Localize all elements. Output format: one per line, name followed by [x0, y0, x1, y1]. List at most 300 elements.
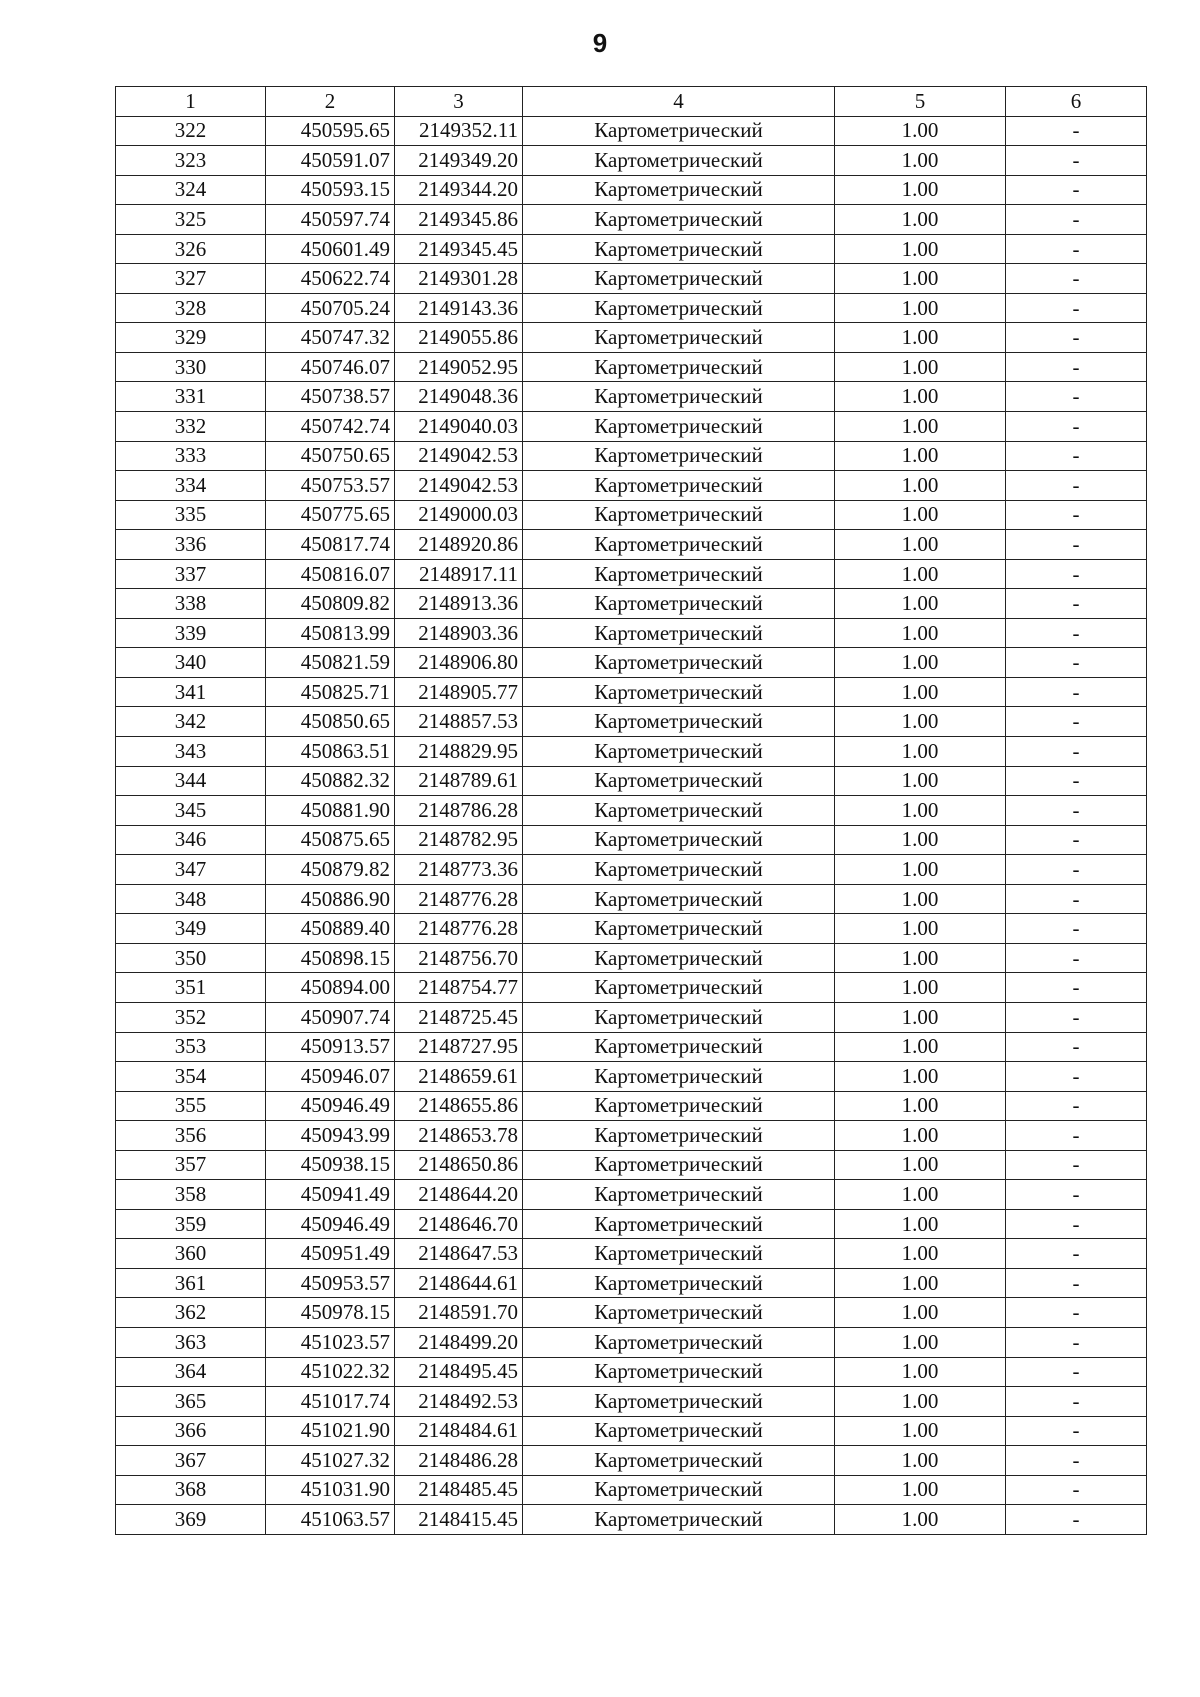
y-coordinate-cell: 2148646.70: [395, 1209, 523, 1239]
y-coordinate-cell: 2149042.53: [395, 441, 523, 471]
y-coordinate-cell: 2148903.36: [395, 618, 523, 648]
x-coordinate-cell: 450813.99: [266, 618, 395, 648]
x-coordinate-cell: 450601.49: [266, 234, 395, 264]
point-number-cell: 333: [116, 441, 266, 471]
x-coordinate-cell: 451022.32: [266, 1357, 395, 1387]
method-cell: Картометрический: [523, 1121, 835, 1151]
description-cell: -: [1006, 648, 1147, 678]
coordinates-table: [115, 86, 1147, 1535]
method-cell: Картометрический: [523, 914, 835, 944]
table-row: [116, 146, 1147, 176]
y-coordinate-cell: 2148492.53: [395, 1387, 523, 1417]
description-cell: -: [1006, 1032, 1147, 1062]
table-row: [116, 500, 1147, 530]
accuracy-cell: 1.00: [835, 293, 1006, 323]
y-coordinate-cell: 2148499.20: [395, 1327, 523, 1357]
description-cell: -: [1006, 1475, 1147, 1505]
method-cell: Картометрический: [523, 175, 835, 205]
method-cell: Картометрический: [523, 1091, 835, 1121]
table-row: [116, 1209, 1147, 1239]
point-number-cell: 350: [116, 943, 266, 973]
description-cell: -: [1006, 618, 1147, 648]
description-cell: -: [1006, 146, 1147, 176]
y-coordinate-cell: 2148754.77: [395, 973, 523, 1003]
accuracy-cell: 1.00: [835, 1062, 1006, 1092]
method-cell: Картометрический: [523, 412, 835, 442]
x-coordinate-cell: 450913.57: [266, 1032, 395, 1062]
method-cell: Картометрический: [523, 1475, 835, 1505]
method-cell: Картометрический: [523, 648, 835, 678]
method-cell: Картометрический: [523, 1505, 835, 1535]
table-row: [116, 1357, 1147, 1387]
table-row: [116, 116, 1147, 146]
x-coordinate-cell: 450881.90: [266, 796, 395, 826]
table-row: [116, 471, 1147, 501]
table-row: [116, 1062, 1147, 1092]
x-coordinate-cell: 450850.65: [266, 707, 395, 737]
method-cell: Картометрический: [523, 293, 835, 323]
description-cell: -: [1006, 1416, 1147, 1446]
method-cell: Картометрический: [523, 441, 835, 471]
point-number-cell: 328: [116, 293, 266, 323]
method-cell: Картометрический: [523, 500, 835, 530]
description-cell: -: [1006, 293, 1147, 323]
accuracy-cell: 1.00: [835, 1032, 1006, 1062]
x-coordinate-cell: 450886.90: [266, 884, 395, 914]
description-cell: -: [1006, 1209, 1147, 1239]
table-row: [116, 1475, 1147, 1505]
accuracy-cell: 1.00: [835, 264, 1006, 294]
point-number-cell: 352: [116, 1002, 266, 1032]
table-row: [116, 559, 1147, 589]
x-coordinate-cell: 450705.24: [266, 293, 395, 323]
table-row: [116, 1446, 1147, 1476]
y-coordinate-cell: 2148905.77: [395, 677, 523, 707]
accuracy-cell: 1.00: [835, 1239, 1006, 1269]
point-number-cell: 363: [116, 1327, 266, 1357]
method-cell: Картометрический: [523, 618, 835, 648]
method-cell: Картометрический: [523, 677, 835, 707]
y-coordinate-cell: 2148644.61: [395, 1268, 523, 1298]
method-cell: Картометрический: [523, 1032, 835, 1062]
x-coordinate-cell: 450951.49: [266, 1239, 395, 1269]
description-cell: -: [1006, 382, 1147, 412]
accuracy-cell: 1.00: [835, 1298, 1006, 1328]
point-number-cell: 323: [116, 146, 266, 176]
point-number-cell: 334: [116, 471, 266, 501]
description-cell: -: [1006, 766, 1147, 796]
method-cell: Картометрический: [523, 1062, 835, 1092]
table-row: [116, 1327, 1147, 1357]
y-coordinate-cell: 2149143.36: [395, 293, 523, 323]
header-col-3: 3: [395, 87, 523, 117]
accuracy-cell: 1.00: [835, 648, 1006, 678]
accuracy-cell: 1.00: [835, 412, 1006, 442]
table-row: [116, 352, 1147, 382]
accuracy-cell: 1.00: [835, 677, 1006, 707]
x-coordinate-cell: 450946.49: [266, 1091, 395, 1121]
table-row: [116, 175, 1147, 205]
x-coordinate-cell: 450753.57: [266, 471, 395, 501]
y-coordinate-cell: 2148782.95: [395, 825, 523, 855]
table-row: [116, 264, 1147, 294]
description-cell: -: [1006, 1357, 1147, 1387]
x-coordinate-cell: 450738.57: [266, 382, 395, 412]
table-row: [116, 293, 1147, 323]
description-cell: -: [1006, 884, 1147, 914]
point-number-cell: 341: [116, 677, 266, 707]
description-cell: -: [1006, 855, 1147, 885]
accuracy-cell: 1.00: [835, 973, 1006, 1003]
y-coordinate-cell: 2149048.36: [395, 382, 523, 412]
method-cell: Картометрический: [523, 559, 835, 589]
table-row: [116, 323, 1147, 353]
table-row: [116, 943, 1147, 973]
point-number-cell: 368: [116, 1475, 266, 1505]
point-number-cell: 369: [116, 1505, 266, 1535]
point-number-cell: 355: [116, 1091, 266, 1121]
description-cell: -: [1006, 1239, 1147, 1269]
method-cell: Картометрический: [523, 1416, 835, 1446]
description-cell: -: [1006, 352, 1147, 382]
point-number-cell: 361: [116, 1268, 266, 1298]
x-coordinate-cell: 450907.74: [266, 1002, 395, 1032]
accuracy-cell: 1.00: [835, 707, 1006, 737]
x-coordinate-cell: 450809.82: [266, 589, 395, 619]
accuracy-cell: 1.00: [835, 234, 1006, 264]
description-cell: -: [1006, 264, 1147, 294]
point-number-cell: 357: [116, 1150, 266, 1180]
y-coordinate-cell: 2149345.86: [395, 205, 523, 235]
header-row: [116, 87, 1147, 117]
y-coordinate-cell: 2148647.53: [395, 1239, 523, 1269]
method-cell: Картометрический: [523, 884, 835, 914]
point-number-cell: 349: [116, 914, 266, 944]
accuracy-cell: 1.00: [835, 559, 1006, 589]
method-cell: Картометрический: [523, 707, 835, 737]
accuracy-cell: 1.00: [835, 1446, 1006, 1476]
y-coordinate-cell: 2148591.70: [395, 1298, 523, 1328]
table-row: [116, 1416, 1147, 1446]
point-number-cell: 346: [116, 825, 266, 855]
accuracy-cell: 1.00: [835, 914, 1006, 944]
y-coordinate-cell: 2149352.11: [395, 116, 523, 146]
y-coordinate-cell: 2149345.45: [395, 234, 523, 264]
y-coordinate-cell: 2148756.70: [395, 943, 523, 973]
accuracy-cell: 1.00: [835, 1121, 1006, 1151]
accuracy-cell: 1.00: [835, 530, 1006, 560]
y-coordinate-cell: 2148653.78: [395, 1121, 523, 1151]
x-coordinate-cell: 450863.51: [266, 737, 395, 767]
point-number-cell: 338: [116, 589, 266, 619]
table-row: [116, 1032, 1147, 1062]
table-row: [116, 648, 1147, 678]
accuracy-cell: 1.00: [835, 323, 1006, 353]
table-row: [116, 707, 1147, 737]
point-number-cell: 322: [116, 116, 266, 146]
y-coordinate-cell: 2149040.03: [395, 412, 523, 442]
method-cell: Картометрический: [523, 943, 835, 973]
description-cell: -: [1006, 825, 1147, 855]
y-coordinate-cell: 2149000.03: [395, 500, 523, 530]
table-header: [116, 87, 1147, 117]
table-row: [116, 1002, 1147, 1032]
accuracy-cell: 1.00: [835, 382, 1006, 412]
table-row: [116, 382, 1147, 412]
method-cell: Картометрический: [523, 855, 835, 885]
x-coordinate-cell: 450941.49: [266, 1180, 395, 1210]
accuracy-cell: 1.00: [835, 205, 1006, 235]
page-number: 9: [592, 28, 608, 58]
table-row: [116, 884, 1147, 914]
table-row: [116, 1239, 1147, 1269]
table-row: [116, 412, 1147, 442]
description-cell: -: [1006, 175, 1147, 205]
y-coordinate-cell: 2149052.95: [395, 352, 523, 382]
table-row: [116, 1121, 1147, 1151]
table-row: [116, 530, 1147, 560]
table-row: [116, 973, 1147, 1003]
accuracy-cell: 1.00: [835, 500, 1006, 530]
description-cell: -: [1006, 1505, 1147, 1535]
x-coordinate-cell: 451023.57: [266, 1327, 395, 1357]
y-coordinate-cell: 2149055.86: [395, 323, 523, 353]
accuracy-cell: 1.00: [835, 737, 1006, 767]
table-row: [116, 825, 1147, 855]
point-number-cell: 329: [116, 323, 266, 353]
x-coordinate-cell: 450750.65: [266, 441, 395, 471]
accuracy-cell: 1.00: [835, 855, 1006, 885]
accuracy-cell: 1.00: [835, 766, 1006, 796]
y-coordinate-cell: 2148913.36: [395, 589, 523, 619]
table-row: [116, 589, 1147, 619]
description-cell: -: [1006, 914, 1147, 944]
table-body: [116, 116, 1147, 1534]
x-coordinate-cell: 450943.99: [266, 1121, 395, 1151]
accuracy-cell: 1.00: [835, 1002, 1006, 1032]
point-number-cell: 366: [116, 1416, 266, 1446]
point-number-cell: 332: [116, 412, 266, 442]
table-row: [116, 737, 1147, 767]
table-row: [116, 1268, 1147, 1298]
table-row: [116, 1505, 1147, 1535]
y-coordinate-cell: 2148920.86: [395, 530, 523, 560]
table-row: [116, 855, 1147, 885]
description-cell: -: [1006, 471, 1147, 501]
y-coordinate-cell: 2148659.61: [395, 1062, 523, 1092]
header-col-4: 4: [523, 87, 835, 117]
x-coordinate-cell: 450978.15: [266, 1298, 395, 1328]
table-row: [116, 234, 1147, 264]
y-coordinate-cell: 2148829.95: [395, 737, 523, 767]
y-coordinate-cell: 2148486.28: [395, 1446, 523, 1476]
y-coordinate-cell: 2149349.20: [395, 146, 523, 176]
x-coordinate-cell: 450591.07: [266, 146, 395, 176]
method-cell: Картометрический: [523, 1239, 835, 1269]
x-coordinate-cell: 450882.32: [266, 766, 395, 796]
accuracy-cell: 1.00: [835, 1475, 1006, 1505]
description-cell: -: [1006, 559, 1147, 589]
y-coordinate-cell: 2148789.61: [395, 766, 523, 796]
x-coordinate-cell: 451027.32: [266, 1446, 395, 1476]
accuracy-cell: 1.00: [835, 1091, 1006, 1121]
method-cell: Картометрический: [523, 1268, 835, 1298]
description-cell: -: [1006, 1268, 1147, 1298]
point-number-cell: 339: [116, 618, 266, 648]
table-row: [116, 1387, 1147, 1417]
point-number-cell: 343: [116, 737, 266, 767]
accuracy-cell: 1.00: [835, 1327, 1006, 1357]
y-coordinate-cell: 2148857.53: [395, 707, 523, 737]
method-cell: Картометрический: [523, 1209, 835, 1239]
y-coordinate-cell: 2148917.11: [395, 559, 523, 589]
description-cell: -: [1006, 116, 1147, 146]
method-cell: Картометрический: [523, 796, 835, 826]
point-number-cell: 360: [116, 1239, 266, 1269]
y-coordinate-cell: 2148415.45: [395, 1505, 523, 1535]
description-cell: -: [1006, 707, 1147, 737]
point-number-cell: 356: [116, 1121, 266, 1151]
y-coordinate-cell: 2148776.28: [395, 884, 523, 914]
table-row: [116, 914, 1147, 944]
x-coordinate-cell: 451017.74: [266, 1387, 395, 1417]
method-cell: Картометрический: [523, 234, 835, 264]
x-coordinate-cell: 450597.74: [266, 205, 395, 235]
point-number-cell: 325: [116, 205, 266, 235]
point-number-cell: 336: [116, 530, 266, 560]
accuracy-cell: 1.00: [835, 146, 1006, 176]
y-coordinate-cell: 2148485.45: [395, 1475, 523, 1505]
y-coordinate-cell: 2148495.45: [395, 1357, 523, 1387]
x-coordinate-cell: 450747.32: [266, 323, 395, 353]
description-cell: -: [1006, 1180, 1147, 1210]
accuracy-cell: 1.00: [835, 589, 1006, 619]
accuracy-cell: 1.00: [835, 1357, 1006, 1387]
point-number-cell: 354: [116, 1062, 266, 1092]
method-cell: Картометрический: [523, 1298, 835, 1328]
header-col-6: 6: [1006, 87, 1147, 117]
table-row: [116, 766, 1147, 796]
description-cell: -: [1006, 1062, 1147, 1092]
method-cell: Картометрический: [523, 825, 835, 855]
method-cell: Картометрический: [523, 589, 835, 619]
x-coordinate-cell: 450775.65: [266, 500, 395, 530]
method-cell: Картометрический: [523, 737, 835, 767]
y-coordinate-cell: 2148650.86: [395, 1150, 523, 1180]
method-cell: Картометрический: [523, 116, 835, 146]
y-coordinate-cell: 2148776.28: [395, 914, 523, 944]
point-number-cell: 347: [116, 855, 266, 885]
point-number-cell: 364: [116, 1357, 266, 1387]
x-coordinate-cell: 450938.15: [266, 1150, 395, 1180]
table-row: [116, 1091, 1147, 1121]
x-coordinate-cell: 450889.40: [266, 914, 395, 944]
description-cell: -: [1006, 677, 1147, 707]
method-cell: Картометрический: [523, 471, 835, 501]
description-cell: -: [1006, 737, 1147, 767]
description-cell: -: [1006, 796, 1147, 826]
table-row: [116, 1180, 1147, 1210]
description-cell: -: [1006, 1327, 1147, 1357]
method-cell: Картометрический: [523, 1180, 835, 1210]
description-cell: -: [1006, 1387, 1147, 1417]
method-cell: Картометрический: [523, 264, 835, 294]
point-number-cell: 365: [116, 1387, 266, 1417]
description-cell: -: [1006, 589, 1147, 619]
description-cell: -: [1006, 530, 1147, 560]
point-number-cell: 335: [116, 500, 266, 530]
point-number-cell: 344: [116, 766, 266, 796]
point-number-cell: 353: [116, 1032, 266, 1062]
point-number-cell: 324: [116, 175, 266, 205]
point-number-cell: 358: [116, 1180, 266, 1210]
table-row: [116, 1298, 1147, 1328]
x-coordinate-cell: 450898.15: [266, 943, 395, 973]
method-cell: Картометрический: [523, 1446, 835, 1476]
table-row: [116, 677, 1147, 707]
y-coordinate-cell: 2148727.95: [395, 1032, 523, 1062]
x-coordinate-cell: 450946.07: [266, 1062, 395, 1092]
accuracy-cell: 1.00: [835, 352, 1006, 382]
method-cell: Картометрический: [523, 205, 835, 235]
accuracy-cell: 1.00: [835, 1387, 1006, 1417]
accuracy-cell: 1.00: [835, 825, 1006, 855]
accuracy-cell: 1.00: [835, 1268, 1006, 1298]
x-coordinate-cell: 450816.07: [266, 559, 395, 589]
accuracy-cell: 1.00: [835, 116, 1006, 146]
x-coordinate-cell: 450825.71: [266, 677, 395, 707]
x-coordinate-cell: 450817.74: [266, 530, 395, 560]
description-cell: -: [1006, 441, 1147, 471]
x-coordinate-cell: 450593.15: [266, 175, 395, 205]
x-coordinate-cell: 450595.65: [266, 116, 395, 146]
accuracy-cell: 1.00: [835, 441, 1006, 471]
y-coordinate-cell: 2149344.20: [395, 175, 523, 205]
point-number-cell: 327: [116, 264, 266, 294]
header-col-1: 1: [116, 87, 266, 117]
point-number-cell: 331: [116, 382, 266, 412]
accuracy-cell: 1.00: [835, 1209, 1006, 1239]
point-number-cell: 367: [116, 1446, 266, 1476]
description-cell: -: [1006, 1002, 1147, 1032]
x-coordinate-cell: 450746.07: [266, 352, 395, 382]
method-cell: Картометрический: [523, 382, 835, 412]
x-coordinate-cell: 450879.82: [266, 855, 395, 885]
description-cell: -: [1006, 943, 1147, 973]
description-cell: -: [1006, 1121, 1147, 1151]
y-coordinate-cell: 2148773.36: [395, 855, 523, 885]
accuracy-cell: 1.00: [835, 1416, 1006, 1446]
x-coordinate-cell: 450953.57: [266, 1268, 395, 1298]
y-coordinate-cell: 2148484.61: [395, 1416, 523, 1446]
description-cell: -: [1006, 412, 1147, 442]
accuracy-cell: 1.00: [835, 1150, 1006, 1180]
point-number-cell: 342: [116, 707, 266, 737]
accuracy-cell: 1.00: [835, 175, 1006, 205]
description-cell: -: [1006, 1446, 1147, 1476]
table-row: [116, 618, 1147, 648]
description-cell: -: [1006, 500, 1147, 530]
method-cell: Картометрический: [523, 1387, 835, 1417]
method-cell: Картометрический: [523, 766, 835, 796]
x-coordinate-cell: 451031.90: [266, 1475, 395, 1505]
y-coordinate-cell: 2148655.86: [395, 1091, 523, 1121]
description-cell: -: [1006, 1298, 1147, 1328]
method-cell: Картометрический: [523, 1327, 835, 1357]
point-number-cell: 326: [116, 234, 266, 264]
description-cell: -: [1006, 205, 1147, 235]
method-cell: Картометрический: [523, 1002, 835, 1032]
